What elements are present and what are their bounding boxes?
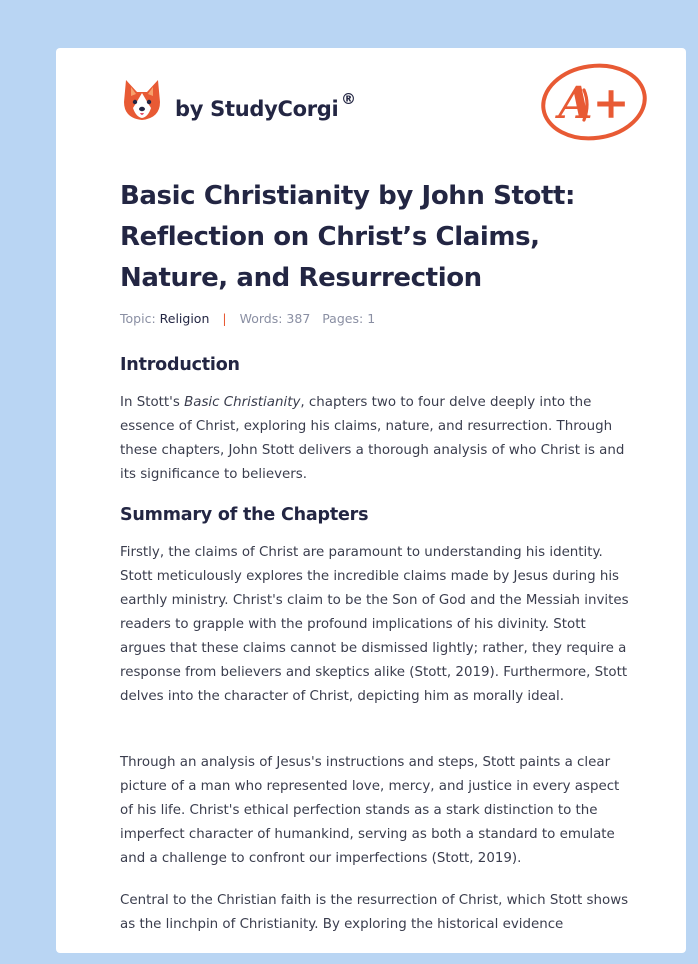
summary-paragraph-3: Central to the Christian faith is the resurrection of Christ, which Stott shows as the linchpin of Christianity. By exploring the historical evidence <box>120 893 629 932</box>
grade-text: A+ <box>558 78 630 129</box>
words-label: Words: <box>239 311 283 326</box>
corgi-icon <box>122 78 162 122</box>
topic-link[interactable]: Religion <box>159 311 210 326</box>
intro-paragraph: In Stott's Basic Christianity, chapters two to four delve deeply into the essence of Christ, exploring his claims, nature, and resurrection. Through these chapters, John Stott delivers a thorough analysis of who Christ is and its significance to believers. <box>120 395 625 482</box>
pages-label: Pages: <box>322 311 364 326</box>
meta-row <box>120 311 375 326</box>
topic-label: Topic: <box>120 311 156 326</box>
document-page <box>56 48 686 953</box>
words-count: 387 <box>286 311 311 326</box>
section-heading-introduction: Introduction <box>120 355 240 375</box>
meta-separator: | <box>222 311 227 326</box>
registered-mark: ® <box>341 90 356 108</box>
pages-count: 1 <box>367 311 376 326</box>
summary-paragraph-2: Through an analysis of Jesus's instructions and steps, Stott paints a clear picture of a man who represented love, mercy, and justice in every aspect of his life. Christ's ethical perfection stands as a stark distinction to the imperfect character of humankind, serving as both a standard to emulate and a challenge to confront our imperfections (Stott, 2019). <box>120 755 620 866</box>
a-plus-icon <box>538 60 650 148</box>
studycorgi-logo[interactable] <box>122 76 162 124</box>
brand-name[interactable]: by StudyCorgi <box>175 97 339 121</box>
section-heading-summary: Summary of the Chapters <box>120 505 369 525</box>
book-title: Basic Christianity <box>184 395 301 410</box>
page-title: Basic Christianity by John Stott: Reflection on Christ’s Claims, Nature, and Resurrection <box>120 181 576 293</box>
summary-paragraph-1: Firstly, the claims of Christ are paramount to understanding his identity. Stott meticulously explores the incredible claims made by Jesus during his earthly ministry. Christ's claim to be the Son of God and the Messiah invites readers to grapple with the profound implications of his divinity. Stott argues that these claims cannot be dismissed lightly; rather, they require a response from believers and skeptics alike (Stott, 2019). Furthermore, Stott delves into the character of Christ, depicting him as morally ideal. <box>120 545 629 704</box>
